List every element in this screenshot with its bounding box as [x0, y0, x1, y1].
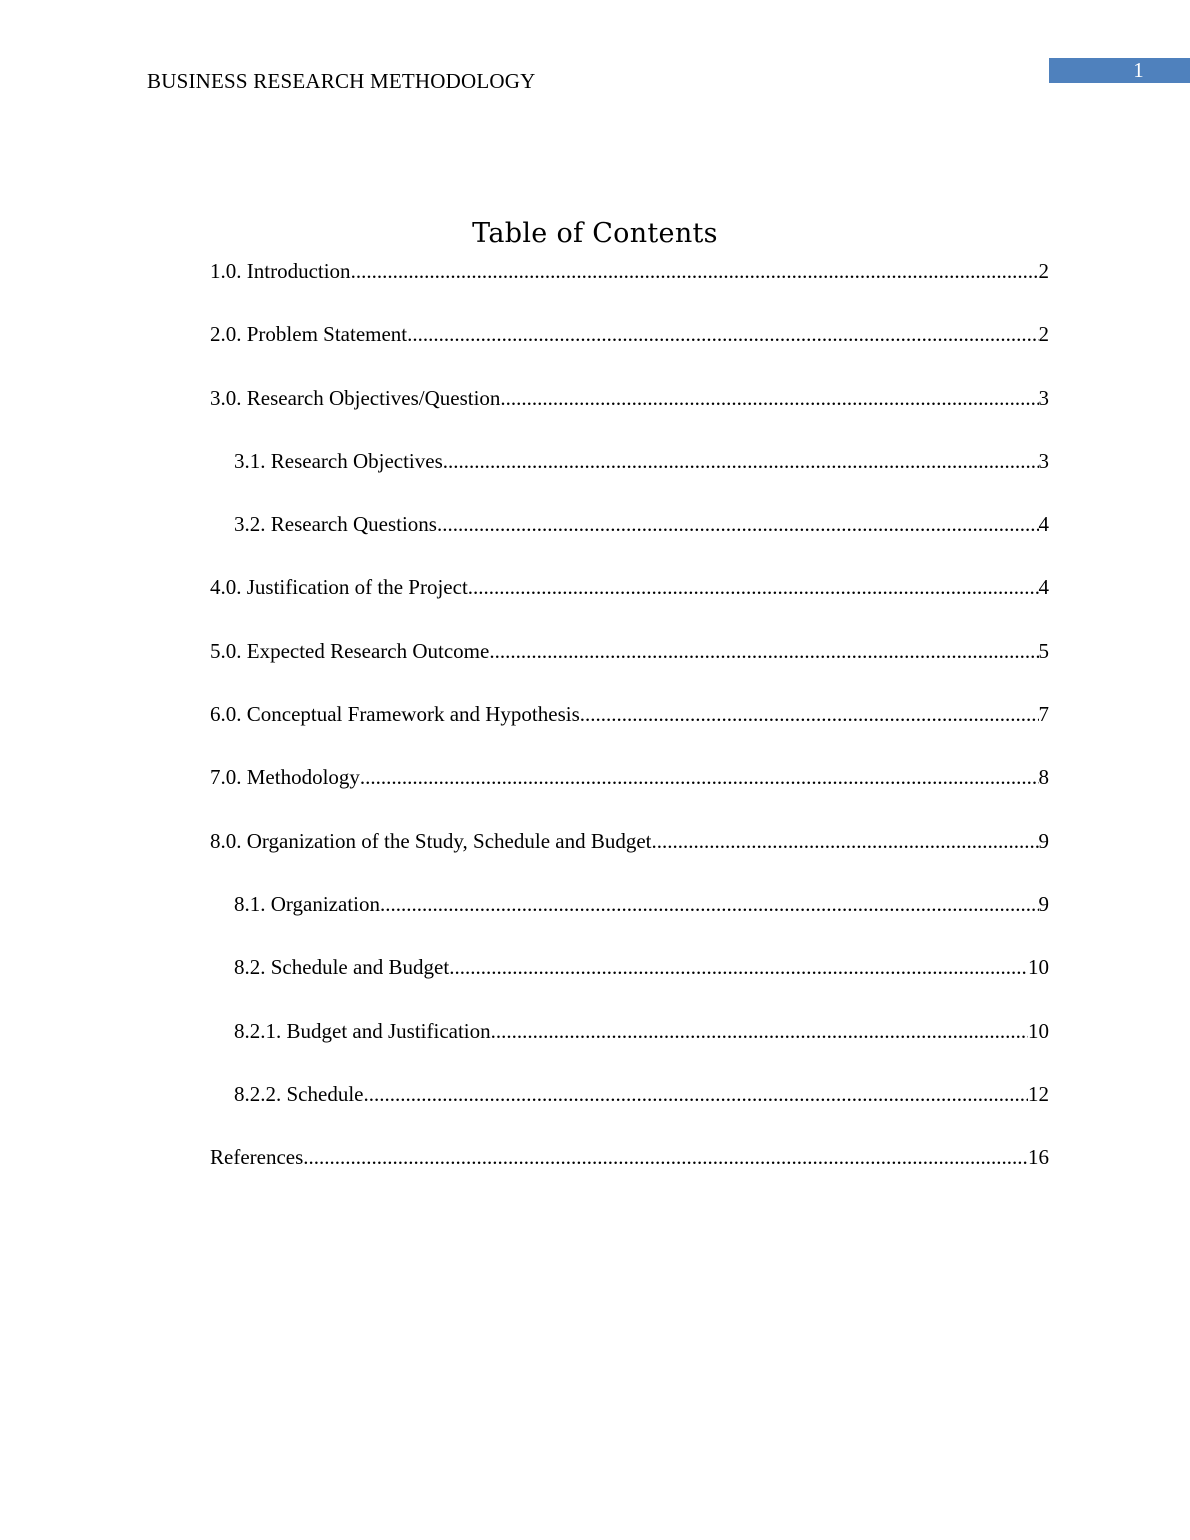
running-header-title: BUSINESS RESEARCH METHODOLOGY — [147, 69, 536, 93]
toc-dot-leader — [443, 448, 1039, 474]
toc-entry-label: 3.2. Research Questions — [234, 512, 437, 537]
toc-entry-budget-and-justification[interactable] — [210, 1018, 1049, 1081]
toc-dot-leader — [580, 701, 1039, 727]
toc-entry-label: 5.0. Expected Research Outcome — [210, 638, 490, 663]
toc-entry-page: 4 — [1038, 575, 1049, 600]
toc-dot-leader — [351, 258, 1039, 284]
toc-entry-page: 12 — [1028, 1081, 1049, 1106]
toc-entry-research-questions[interactable] — [210, 511, 1049, 574]
toc-entry-page: 7 — [1038, 702, 1049, 727]
toc-entry-label: 8.2.2. Schedule — [234, 1081, 364, 1106]
toc-dot-leader — [491, 1018, 1028, 1044]
toc-entry-schedule[interactable] — [210, 1081, 1049, 1144]
toc-entry-label: 8.0. Organization of the Study, Schedule and Budget — [210, 828, 652, 853]
toc-dot-leader — [360, 764, 1039, 790]
toc-dot-leader — [363, 1081, 1028, 1107]
toc-entry-page: 9 — [1038, 891, 1049, 916]
page-number: 1 — [1133, 58, 1144, 82]
toc-entry-references[interactable] — [210, 1144, 1049, 1207]
toc-dot-leader — [489, 638, 1038, 664]
toc-entry-schedule-and-budget[interactable] — [210, 954, 1049, 1017]
toc-dot-leader — [652, 828, 1039, 854]
toc-entry-label: 8.2.1. Budget and Justification — [234, 1018, 491, 1043]
toc-list — [210, 258, 1049, 1207]
toc-entry-page: 3 — [1038, 385, 1049, 410]
page-number-badge — [1049, 58, 1190, 83]
toc-entry-research-objectives-question[interactable] — [210, 385, 1049, 448]
toc-entry-label: 3.0. Research Objectives/Question — [210, 385, 501, 410]
toc-entry-label: References — [210, 1145, 304, 1170]
toc-entry-organization-schedule-budget[interactable] — [210, 828, 1049, 891]
toc-entry-label: 4.0. Justification of the Project — [210, 575, 468, 600]
toc-dot-leader — [468, 574, 1039, 600]
toc-entry-methodology[interactable] — [210, 764, 1049, 827]
toc-dot-leader — [407, 321, 1038, 347]
toc-entry-page: 2 — [1038, 322, 1049, 347]
toc-entry-research-objectives[interactable] — [210, 448, 1049, 511]
toc-entry-label: 1.0. Introduction — [210, 259, 351, 283]
toc-entry-label: 3.1. Research Objectives — [234, 448, 443, 473]
toc-dot-leader — [380, 891, 1039, 917]
toc-entry-organization[interactable] — [210, 891, 1049, 954]
toc-entry-page: 2 — [1038, 259, 1049, 283]
toc-entry-page: 10 — [1028, 955, 1049, 980]
toc-entry-problem-statement[interactable] — [210, 321, 1049, 384]
toc-entry-label: 7.0. Methodology — [210, 765, 360, 790]
toc-entry-label: 2.0. Problem Statement — [210, 322, 408, 347]
toc-entry-justification[interactable] — [210, 574, 1049, 637]
toc-entry-label: 6.0. Conceptual Framework and Hypothesis — [210, 702, 580, 727]
toc-entry-page: 9 — [1038, 828, 1049, 853]
toc-dot-leader — [500, 385, 1038, 411]
toc-dot-leader — [303, 1144, 1028, 1170]
toc-entry-introduction[interactable] — [210, 258, 1049, 321]
toc-entry-label: 8.1. Organization — [234, 891, 380, 916]
toc-entry-label: 8.2. Schedule and Budget — [234, 955, 450, 980]
toc-entry-page: 16 — [1028, 1145, 1049, 1170]
toc-entry-conceptual-framework[interactable] — [210, 701, 1049, 764]
toc-dot-leader — [437, 511, 1039, 537]
toc-entry-page: 5 — [1038, 638, 1049, 663]
toc-entry-page: 8 — [1038, 765, 1049, 790]
toc-entry-page: 10 — [1028, 1018, 1049, 1043]
toc-entry-page: 4 — [1038, 512, 1049, 537]
toc-title: Table of Contents — [472, 218, 718, 249]
toc-entry-page: 3 — [1038, 448, 1049, 473]
toc-entry-expected-outcome[interactable] — [210, 638, 1049, 701]
toc-dot-leader — [449, 954, 1028, 980]
